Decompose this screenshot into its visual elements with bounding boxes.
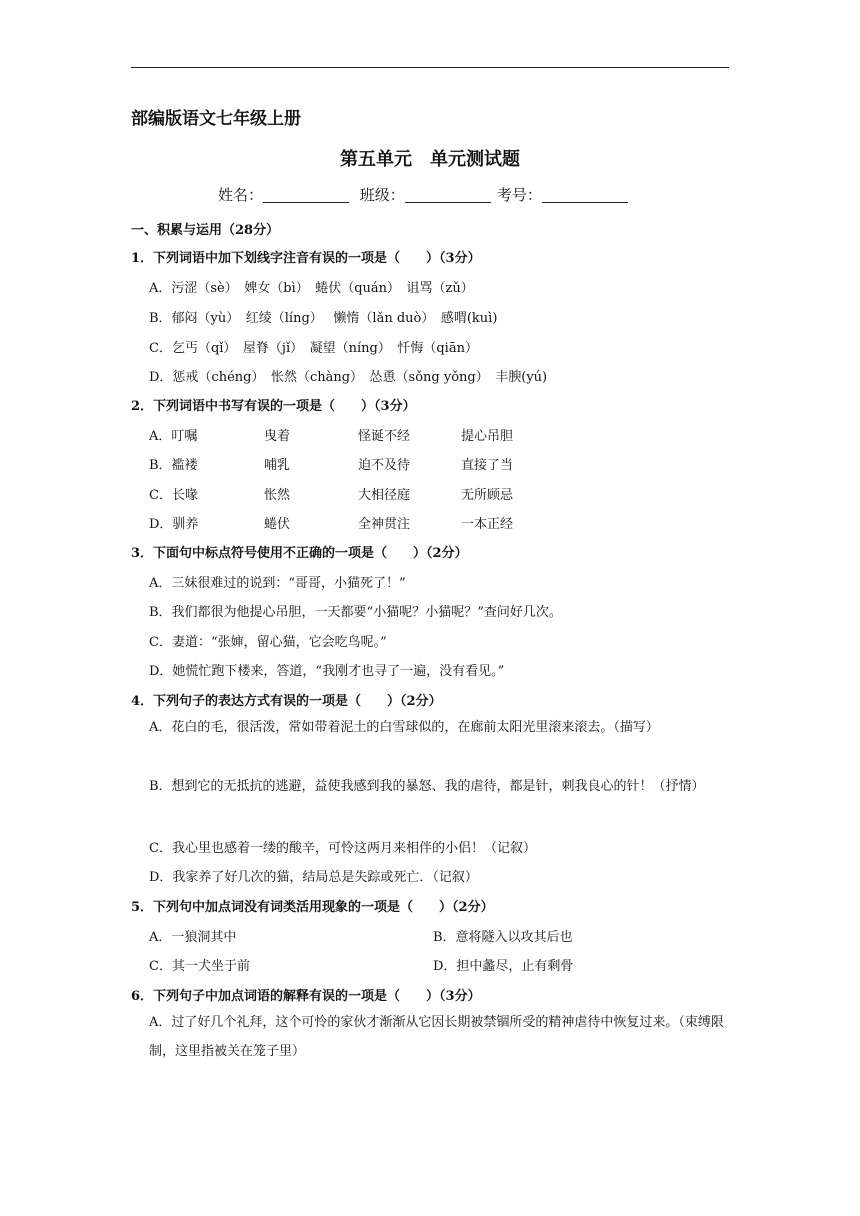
page-title: 第五单元 单元测试题 [340,149,520,170]
question-2-b-word-4: 直接了当 [461,458,514,473]
name-label: 姓名： [218,186,264,204]
question-5-option-a: A．一狼洞其中 [149,930,237,945]
question-4-option-b: B．想到它的无抵抗的逃避，益使我感到我的暴怒、我的虐待，都是针，刺我良心的针！（抒情） [149,779,705,794]
number-label: 考号： [496,186,542,204]
top-rule [131,67,729,68]
question-4-stem: 4．下列句子的表达方式有误的一项是（ ）（2分） [131,694,442,709]
question-3-option-b: B．我们都很为他提心吊胆，一天都要“小猫呢？小猫呢？”查问好几次。 [149,605,562,620]
question-3-option-d: D．她慌忙跑下楼来，答道，“我刚才也寻了一遍，没有看见。” [149,664,505,679]
question-1-stem: 1．下列词语中加下划线字注音有误的一项是（ ）（3分） [131,251,481,266]
question-5-option-c: C．其一犬坐于前 [149,959,250,974]
question-4-option-c: C．我心里也感着一缕的酸辛，可怜这两月来相伴的小侣！（记叙） [149,841,536,856]
question-1-option-a: A．污涩（sè） 婢女（bì） 蜷伏（quán） 诅骂（zǔ） [149,281,474,296]
question-6-option-a: A．过了好几个礼拜，这个可怜的家伙才渐渐从它因长期被禁锢所受的精神虐待中恢复过来。（束缚限制，这里指被关在笼子里） [149,1015,724,1059]
question-5-option-b: B．意将隧入以攻其后也 [433,930,573,945]
book-title: 部编版语文七年级上册 [131,109,301,129]
name-blank[interactable] [263,186,349,203]
question-5-stem: 5．下列句中加点词没有词类活用现象的一项是（ ）（2分） [131,900,494,915]
question-4-option-d: D．我家养了好几次的猫，结局总是失踪或死亡．（记叙） [149,870,478,885]
section-heading: 一、积累与运用（28分） [131,223,280,238]
question-2-c-word-1: C．长喙 [149,488,198,503]
question-2-c-word-4: 无所顾忌 [461,488,514,503]
question-3-stem: 3．下面句中标点符号使用不正确的一项是（ ）（2分） [131,546,468,561]
question-2-b-word-1: B．褴褛 [149,458,198,473]
question-2-d-word-2: 蜷伏 [264,517,291,532]
question-2-b-word-2: 哺乳 [264,458,291,473]
class-label: 班级： [359,186,405,204]
question-3-option-a: A．三妹很难过的说到：“哥哥，小猫死了！” [149,576,406,591]
question-1-option-d: D．惩戒（chéng） 怅然（chàng） 怂恿（sǒng yǒng） 丰腴(yú) [149,370,548,385]
student-info-line [218,184,634,205]
question-2-c-word-3: 大相径庭 [358,488,411,503]
question-3-option-c: C．妻道：“张婶，留心猫，它会吃鸟呢。” [149,635,387,650]
question-2-d-word-3: 全神贯注 [358,517,411,532]
question-2-d-word-1: D．驯养 [149,517,199,532]
question-2-a-word-2: 曳着 [264,429,291,444]
question-1-option-c: C．乞丐（qǐ） 屋脊（jǐ） 凝望（níng） 忏悔（qiān） [149,341,478,356]
question-2-d-word-4: 一本正经 [461,517,514,532]
question-2-b-word-3: 迫不及待 [358,458,411,473]
question-2-a-word-3: 怪诞不经 [358,429,411,444]
question-6-stem: 6．下列句子中加点词语的解释有误的一项是（ ）（3分） [131,989,481,1004]
question-4-option-a: A．花白的毛，很活泼，常如带着泥土的白雪球似的，在廊前太阳光里滚来滚去。（描写） [149,720,659,735]
question-1-option-b: B．郁闷（yù） 红绫（líng） 懒惰（lǎn duò） 感喟(kuì) [149,311,498,326]
question-2-c-word-2: 怅然 [264,488,291,503]
class-blank[interactable] [405,186,491,203]
number-blank[interactable] [542,186,628,203]
question-2-a-word-4: 提心吊胆 [461,429,514,444]
question-2-stem: 2．下列词语中书写有误的一项是（ ）（3分） [131,399,416,414]
question-5-option-d: D．担中蠡尽，止有剩骨 [433,959,574,974]
question-2-a-word-1: A．叮嘱 [149,429,198,444]
